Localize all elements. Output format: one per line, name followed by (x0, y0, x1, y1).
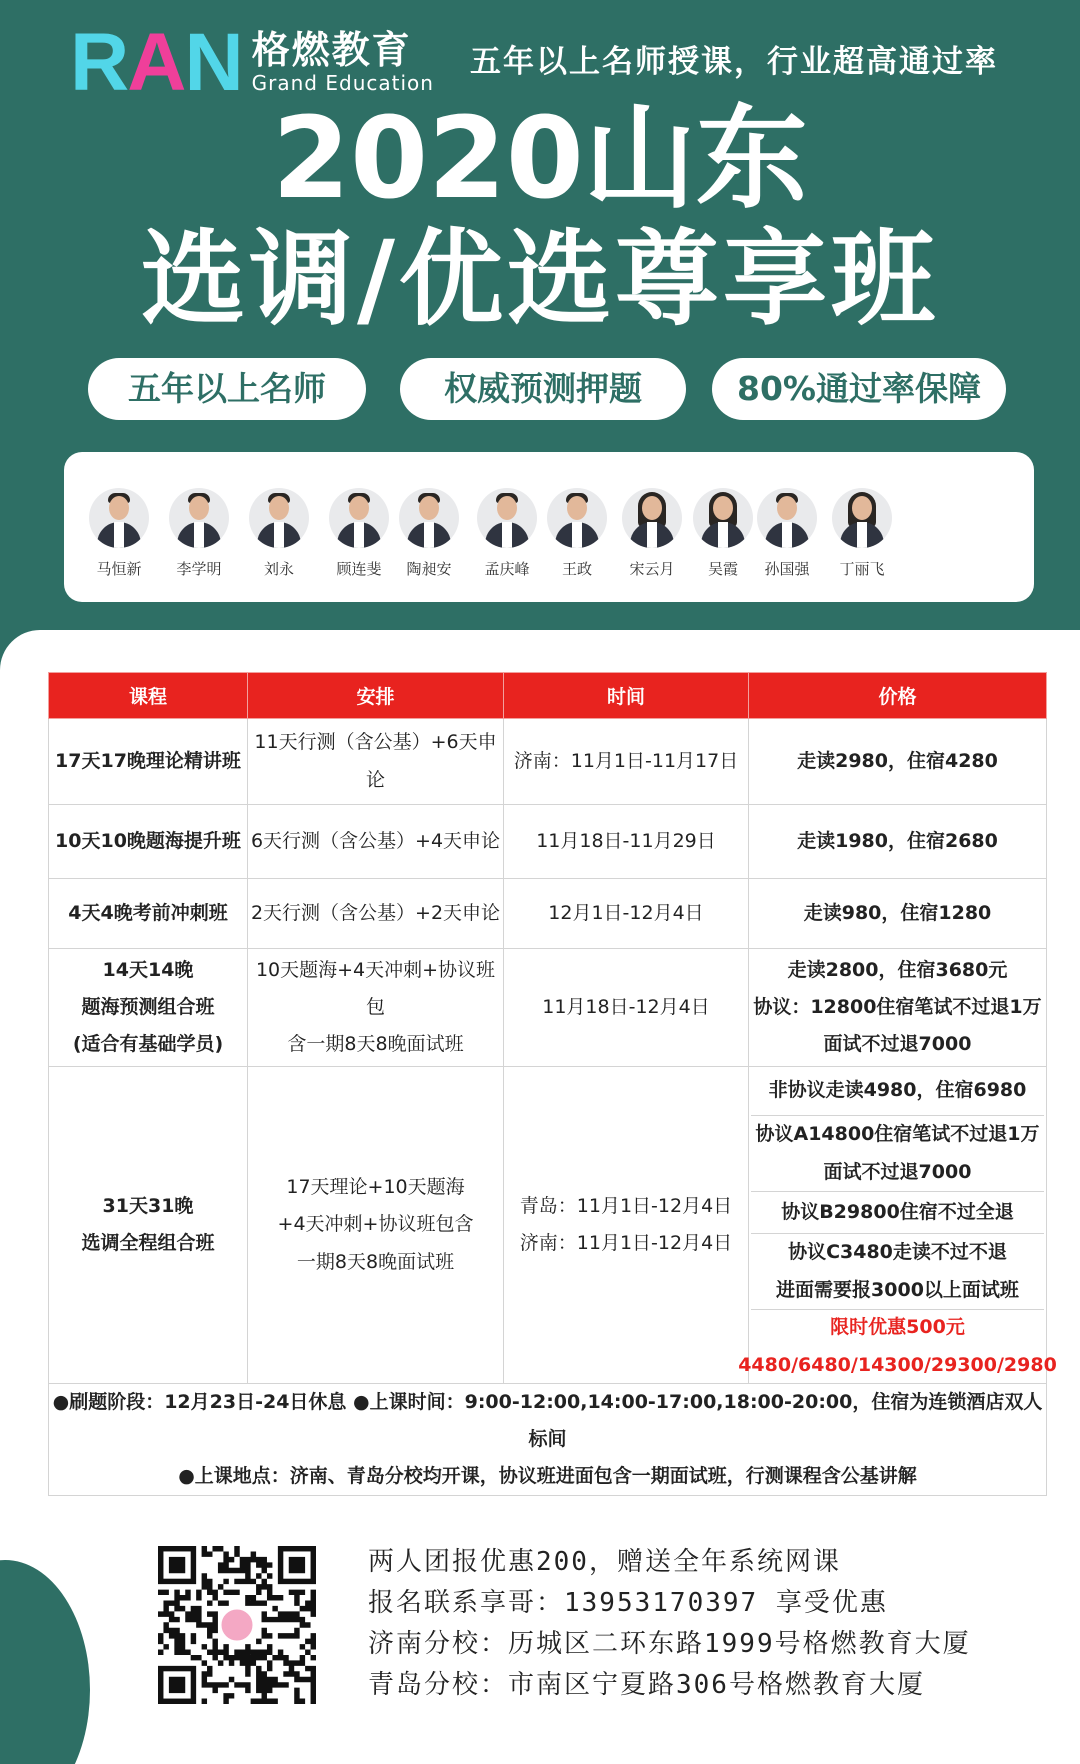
price-cell-line: 走读2980，住宿4280 (797, 749, 998, 772)
teacher-card (534, 488, 620, 579)
table-header-row (49, 673, 1047, 719)
teacher-photo (622, 488, 682, 548)
price-cell-line: 协议：12800住宿笔试不过退1万 (753, 995, 1042, 1018)
table-row (49, 719, 1047, 805)
teacher-card (76, 488, 162, 579)
teacher-name: 王政 (561, 560, 592, 578)
price-cell-line: 走读980，住宿1280 (803, 901, 992, 924)
price-cell (749, 719, 1047, 805)
header-banner (0, 0, 1080, 640)
teacher-name: 马恒新 (96, 560, 142, 578)
course-name-cell-line: 选调全程组合班 (81, 1232, 215, 1254)
teacher-name: 李学明 (176, 560, 222, 578)
teacher-photo (399, 488, 459, 548)
badge-teachers: 五年以上名师 (88, 358, 366, 420)
course-name-cell (49, 719, 248, 805)
arrangement-cell (248, 949, 504, 1067)
course-name-cell-line: 31天31晚 (102, 1194, 194, 1217)
time-cell-line: 青岛：11月1日-12月4日 (519, 1194, 733, 1217)
arrangement-cell-line: 11天行测（含公基）+6天申论 (254, 731, 497, 791)
header-time: 时间 (504, 673, 749, 719)
discount-values: 4480/6480/14300/29300/2980 (738, 1353, 1057, 1376)
price-option (751, 1233, 1044, 1309)
contact-phone-text: 报名联系享哥：13953170397 享受优惠 (368, 1588, 888, 1618)
header-arrangement: 安排 (248, 673, 504, 719)
price-cell (749, 879, 1047, 949)
teacher-name: 孟庆峰 (484, 560, 530, 578)
badge-pass-rate: 80%通过率保障 (712, 358, 1006, 420)
slogan: 五年以上名师授课，行业超高通过率 (470, 44, 998, 80)
time-cell (504, 1067, 749, 1384)
price-cell-line: 面试不过退7000 (823, 1033, 972, 1056)
teacher-strip (64, 452, 1034, 602)
arrangement-cell (248, 1067, 504, 1384)
arrangement-cell (248, 719, 504, 805)
time-cell-line: 11月18日-12月4日 (542, 995, 710, 1018)
teacher-photo (249, 488, 309, 548)
logo-chinese-name: 格燃教育 (251, 28, 412, 73)
price-option-line: 协议C3480走读不过不退 (788, 1241, 1007, 1264)
teacher-card (156, 488, 242, 579)
price-cell (738, 1067, 1057, 1384)
course-name-cell (49, 879, 248, 949)
course-name-cell-line: (适合有基础学员) (72, 1033, 224, 1056)
teacher-card (819, 488, 905, 579)
logo-letter-n: N (184, 17, 242, 108)
teacher-name: 宋云月 (629, 560, 675, 578)
arrangement-cell-line: 含一期8天8晚面试班 (287, 1033, 464, 1056)
price-option (751, 1191, 1044, 1233)
price-option-line: 进面需要报3000以上面试班 (776, 1278, 1019, 1301)
teacher-name: 陶昶安 (406, 560, 452, 578)
price-option-line: 面试不过退7000 (823, 1160, 972, 1183)
time-cell-line: 济南：11月1日-11月17日 (513, 749, 739, 772)
note-line: ●上课地点：济南、青岛分校均开课，协议班进面包含一期面试班，行测课程含公基讲解 (178, 1465, 917, 1488)
qr-code (158, 1546, 316, 1704)
course-name-cell-line: 17天17晚理论精讲班 (55, 749, 241, 772)
price-option (751, 1115, 1044, 1191)
teacher-photo (329, 488, 389, 548)
price-cell (749, 805, 1047, 879)
teacher-card (236, 488, 322, 579)
arrangement-cell-line: 17天理论+10天题海 (286, 1176, 465, 1199)
time-cell-line: 12月1日-12月4日 (548, 901, 704, 924)
teacher-name: 顾连斐 (336, 560, 382, 578)
teacher-photo (477, 488, 537, 548)
teacher-photo (169, 488, 229, 548)
time-cell (504, 879, 749, 949)
qingdao-campus-address: 青岛分校：市南区宁夏路306号格燃教育大厦 (368, 1670, 925, 1700)
price-cell-line: 走读1980，住宿2680 (797, 829, 998, 852)
time-cell-line: 济南：11月1日-12月4日 (519, 1232, 733, 1254)
arrangement-cell (248, 879, 504, 949)
jinan-campus-address: 济南分校：历城区二环东路1999号格燃教育大厦 (368, 1629, 971, 1659)
time-cell-line: 11月18日-11月29日 (536, 829, 716, 852)
teacher-photo (832, 488, 892, 548)
contact-info (368, 1542, 971, 1706)
course-name-cell-line: 10天10晚题海提升班 (55, 829, 241, 852)
course-name-cell-line: 题海预测组合班 (81, 995, 215, 1018)
header-course: 课程 (49, 673, 248, 719)
arrangement-cell-line: 10天题海+4天冲刺+协议班包 (255, 958, 496, 1018)
price-option (751, 1067, 1044, 1115)
badge-prediction: 权威预测押题 (400, 358, 686, 420)
price-cell-line: 走读2800，住宿3680元 (787, 958, 1008, 981)
course-name-cell (49, 1067, 248, 1384)
time-cell (504, 719, 749, 805)
price-cell (749, 949, 1047, 1067)
course-table (48, 672, 1057, 1496)
main-title-line1: 2020山东 (272, 94, 808, 224)
brand-logo (70, 17, 434, 108)
notes-row (49, 1384, 1047, 1496)
course-name-cell (49, 805, 248, 879)
arrangement-cell-line: 2天行测（含公基）+2天申论 (250, 901, 501, 924)
teacher-photo (89, 488, 149, 548)
table-row (49, 879, 1047, 949)
logo-letter-a: A (127, 17, 185, 108)
price-option-line: 非协议走读4980，住宿6980 (768, 1079, 1027, 1102)
arrangement-cell-line: 一期8天8晚面试班 (296, 1250, 455, 1273)
price-option-line: 协议B29800住宿不过全退 (781, 1200, 1014, 1223)
teacher-name: 丁丽飞 (839, 560, 885, 578)
arrangement-cell (248, 805, 504, 879)
arrangement-cell-line: 6天行测（含公基）+4天申论 (250, 829, 501, 852)
teacher-name: 吴霞 (707, 560, 738, 578)
teacher-photo (547, 488, 607, 548)
arrangement-cell-line: +4天冲刺+协议班包含 (277, 1213, 474, 1236)
course-name-cell-line: 14天14晚 (102, 958, 194, 981)
teacher-name: 孙国强 (764, 560, 810, 578)
notes-cell (49, 1384, 1047, 1496)
table-row (49, 805, 1047, 879)
group-discount-text: 两人团报优惠200，赠送全年系统网课 (368, 1547, 841, 1577)
main-title-line2: 选调/优选尊享班 (141, 218, 939, 340)
note-line: ●刷题阶段：12月23日-24日休息 ●上课时间：9:00-12:00,14:00-17:00,18:00-20:00，住宿为连锁酒店双人标间 (52, 1391, 1043, 1451)
course-name-cell-line: 4天4晚考前冲刺班 (68, 901, 228, 924)
logo-mark (70, 17, 242, 108)
teacher-card (744, 488, 830, 579)
logo-english-name: Grand Education (251, 70, 434, 95)
header-price: 价格 (749, 673, 1047, 719)
course-name-cell (49, 949, 248, 1067)
time-cell (504, 805, 749, 879)
time-cell (504, 949, 749, 1067)
price-option-line: 协议A14800住宿笔试不过退1万 (755, 1123, 1040, 1146)
table-row (49, 1067, 1047, 1384)
discount-block (738, 1309, 1057, 1383)
teacher-name: 刘永 (263, 560, 294, 578)
teacher-card (386, 488, 472, 579)
logo-letter-r: R (70, 17, 128, 108)
discount-label: 限时优惠500元 (830, 1316, 965, 1339)
teacher-photo (757, 488, 817, 548)
table-row (49, 949, 1047, 1067)
